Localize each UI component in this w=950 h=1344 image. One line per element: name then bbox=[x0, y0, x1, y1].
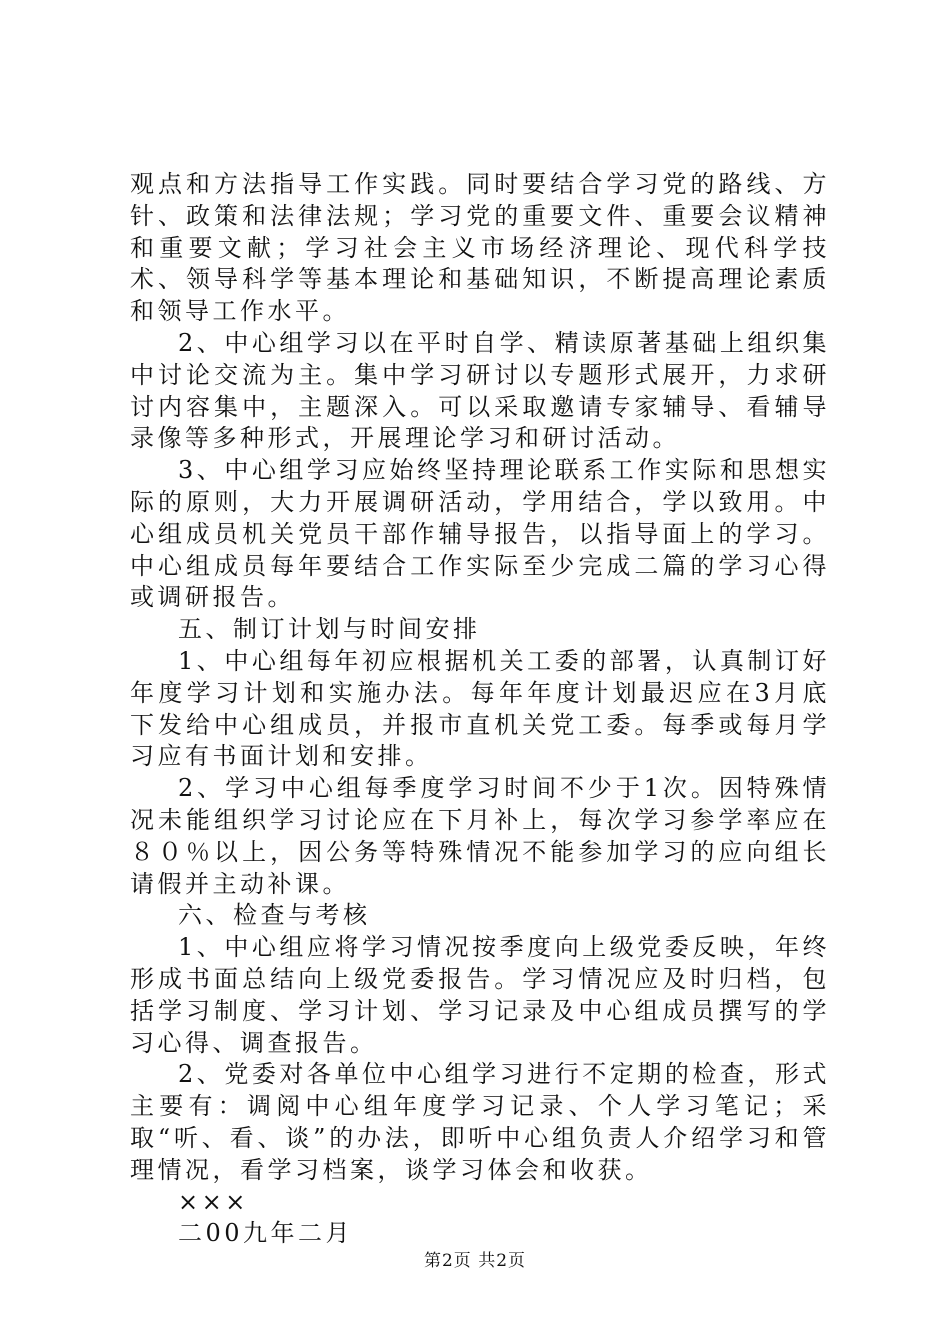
paragraph-7: 2、党委对各单位中心组学习进行不定期的检查，形式主要有：调阅中心组年度学习记录、个人学习笔记；采取“听、看、谈”的办法，即听中心组负责人介绍学习和管理情况，看学习档案，谈学习体会和收获。 bbox=[130, 1060, 830, 1184]
date-line: 二00九年二月 bbox=[178, 1219, 354, 1248]
paragraph-1: 观点和方法指导工作实践。同时要结合学习党的路线、方针、政策和法律法规；学习党的重要文件、重要会议精神和重要文献；学习社会主义市场经济理论、现代科学技术、领导科学等基本理论和基础知识，不断提高理论素质和领导工作水平。 bbox=[130, 170, 830, 326]
signature: ××× bbox=[178, 1187, 249, 1216]
paragraph-4: 1、中心组每年初应根据机关工委的部署，认真制订好年度学习计划和实施办法。每年年度计划最迟应在3月底下发给中心组成员，并报市直机关党工委。每季或每月学习应有书面计划和安排。 bbox=[130, 646, 830, 771]
section-heading-5: 五、制订计划与时间安排 bbox=[178, 615, 481, 644]
paragraph-2: 2、中心组学习以在平时自学、精读原著基础上组织集中讨论交流为主。集中学习研讨以专题形式展开，力求研讨内容集中，主题深入。可以采取邀请专家辅导、看辅导录像等多种形式，开展理论学习和研讨活动。 bbox=[130, 328, 830, 453]
page-footer: 第2页 共2页 bbox=[423, 1251, 527, 1271]
paragraph-5: 2、学习中心组每季度学习时间不少于1次。因特殊情况未能组织学习讨论应在下月补上，每次学习参学率应在８０％以上，因公务等特殊情况不能参加学习的应向组长请假并主动补课。 bbox=[130, 774, 830, 898]
paragraph-6: 1、中心组应将学习情况按季度向上级党委反映，年终形成书面总结向上级党委报告。学习情况应及时归档，包括学习制度、学习计划、学习记录及中心组成员撰写的学习心得、调查报告。 bbox=[130, 933, 830, 1057]
section-heading-6: 六、检查与考核 bbox=[178, 901, 371, 930]
document-body bbox=[130, 169, 830, 1250]
paragraph-3: 3、中心组学习应始终坚持理论联系工作实际和思想实际的原则，大力开展调研活动，学用结合，学以致用。中心组成员机关党员干部作辅导报告，以指导面上的学习。中心组成员每年要结合工作实际至少完成二篇的学习心得或调研报告。 bbox=[130, 456, 830, 612]
